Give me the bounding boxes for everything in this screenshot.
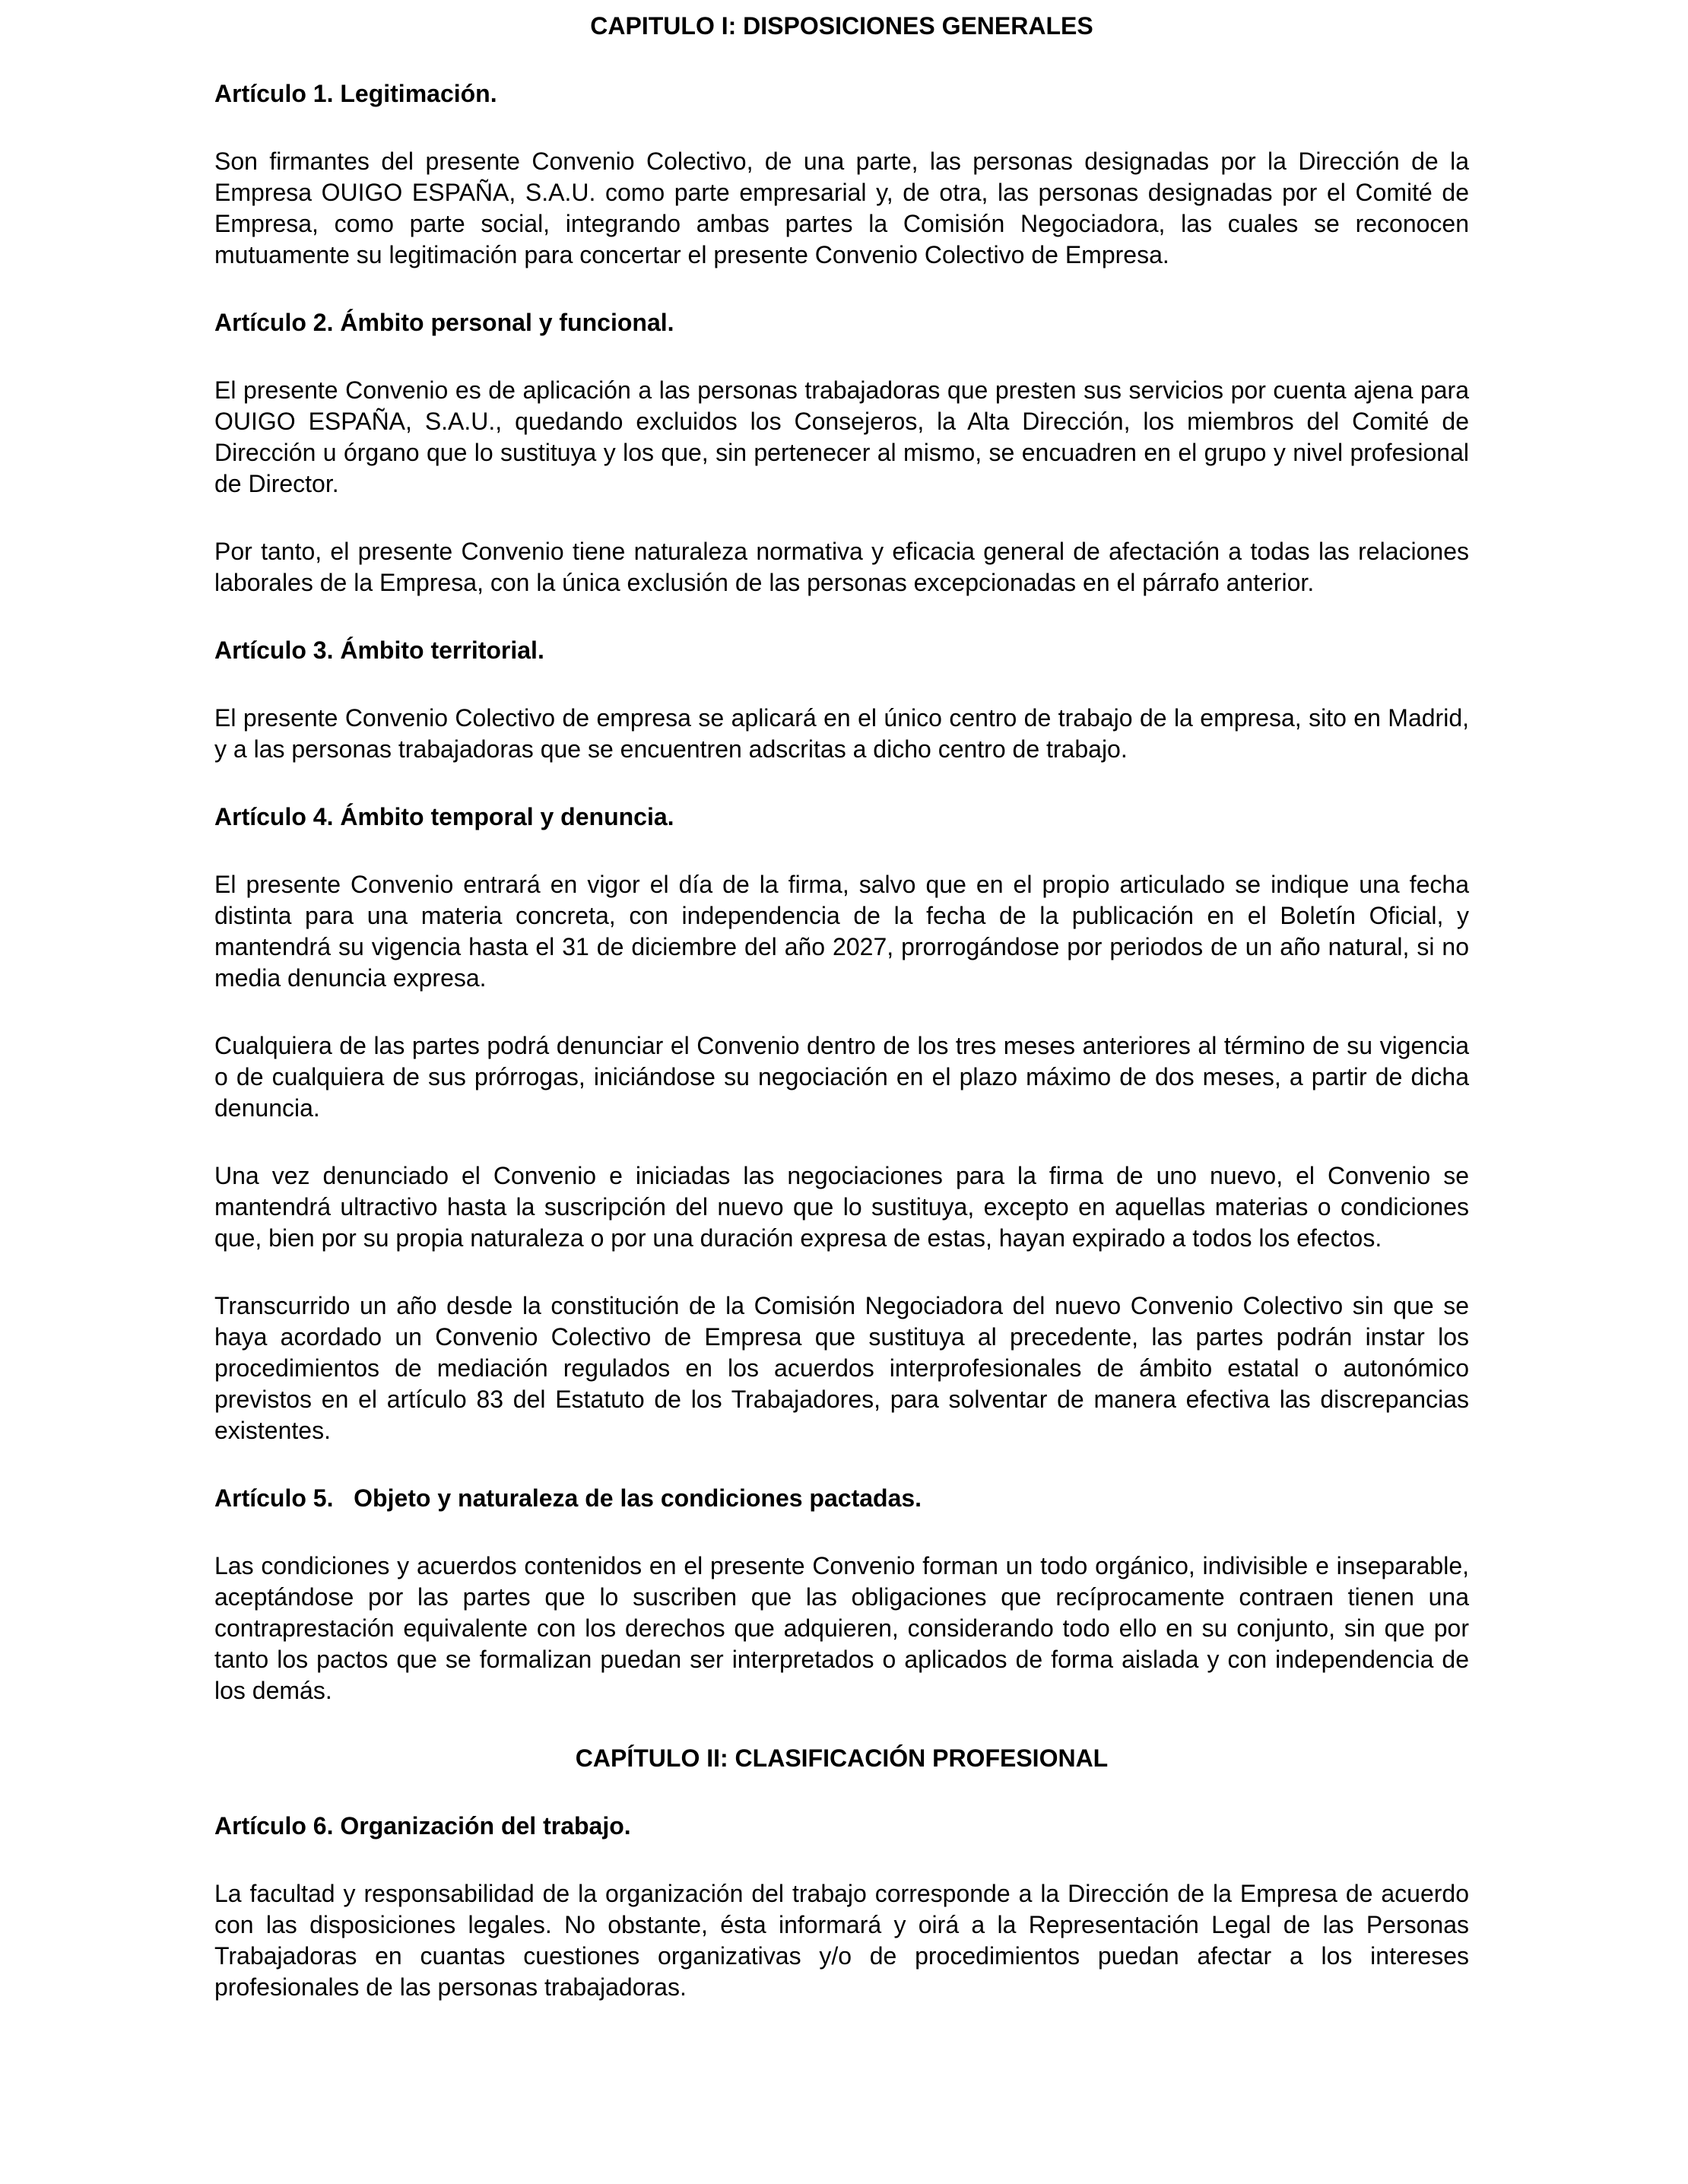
- article-1-paragraph: Son firmantes del presente Convenio Colectivo, de una parte, las personas designadas por la Dirección de la Empresa OUIGO ESPAÑA, S.A.U. como parte empresarial y, de otra, las personas designadas por el Comité de Empresa, como parte social, integrando ambas partes la Comisión Negociadora, las cuales se reconocen mutuamente su legitimación para concertar el presente Convenio Colectivo de Empresa.: [214, 148, 1469, 268]
- article-2-paragraph-2: Por tanto, el presente Convenio tiene naturaleza normativa y eficacia general de afectación a todas las relaciones laborales de la Empresa, con la única exclusión de las personas excepcionadas en el párrafo anterior.: [214, 538, 1469, 596]
- chapter-1-title: CAPITULO I: DISPOSICIONES GENERALES: [590, 12, 1093, 40]
- article-4-paragraph-1: El presente Convenio entrará en vigor el día de la firma, salvo que en el propio articulado se indique una fecha distinta para una materia concreta, con independencia de la fecha de la publicación en el Boletín Oficial, y mantendrá su vigencia hasta el 31 de diciembre del año 2027, prorrogándose por periodos de un año natural, si no media denuncia expresa.: [214, 871, 1469, 992]
- article-3-heading: Artículo 3. Ámbito territorial.: [214, 636, 544, 664]
- article-4-paragraph-4: Transcurrido un año desde la constitución de la Comisión Negociadora del nuevo Convenio Colectivo sin que se haya acordado un Convenio Colectivo de Empresa que sustituya al precedente, las partes podrán instar los procedimientos de mediación regulados en los acuerdos interprofesionales de ámbito estatal o autonómico previstos en el artículo 83 del Estatuto de los Trabajadores, para solventar de manera efectiva las discrepancias existentes.: [214, 1292, 1469, 1444]
- article-2-heading: Artículo 2. Ámbito personal y funcional.: [214, 309, 674, 336]
- chapter-2-title: CAPÍTULO II: CLASIFICACIÓN PROFESIONAL: [575, 1744, 1109, 1772]
- article-4-heading: Artículo 4. Ámbito temporal y denuncia.: [214, 803, 674, 830]
- article-1-heading: Artículo 1. Legitimación.: [214, 80, 497, 107]
- article-3-paragraph: El presente Convenio Colectivo de empresa se aplicará en el único centro de trabajo de la empresa, sito en Madrid, y a las personas trabajadoras que se encuentren adscritas a dicho centro de trabajo.: [214, 704, 1469, 763]
- article-5-heading: Artículo 5. Objeto y naturaleza de las condiciones pactadas.: [214, 1484, 922, 1512]
- article-5-paragraph: Las condiciones y acuerdos contenidos en el presente Convenio forman un todo orgánico, indivisible e inseparable, aceptándose por las partes que lo suscriben que las obligaciones que recíprocamente contraen tienen una contraprestación equivalente con los derechos que adquieren, considerando todo ello en su conjunto, sin que por tanto los pactos que se formalizan puedan ser interpretados o aplicados de forma aislada y con independencia de los demás.: [214, 1552, 1469, 1704]
- article-4-paragraph-3: Una vez denunciado el Convenio e iniciadas las negociaciones para la firma de uno nuevo, el Convenio se mantendrá ultractivo hasta la suscripción del nuevo que lo sustituya, excepto en aquellas materias o condiciones que, bien por su propia naturaleza o por una duración expresa de estas, hayan expirado a todos los efectos.: [214, 1162, 1469, 1252]
- article-6-paragraph: La facultad y responsabilidad de la organización del trabajo corresponde a la Dirección de la Empresa de acuerdo con las disposiciones legales. No obstante, ésta informará y oirá a la Representación Legal de las Personas Trabajadoras en cuantas cuestiones organizativas y/o de procedimientos puedan afectar a los intereses profesionales de las personas trabajadoras.: [214, 1880, 1469, 2001]
- article-4-paragraph-2: Cualquiera de las partes podrá denunciar el Convenio dentro de los tres meses anteriores al término de su vigencia o de cualquiera de sus prórrogas, iniciándose su negociación en el plazo máximo de dos meses, a partir de dicha denuncia.: [214, 1032, 1469, 1122]
- article-6-heading: Artículo 6. Organización del trabajo.: [214, 1812, 631, 1840]
- article-2-paragraph-1: El presente Convenio es de aplicación a las personas trabajadoras que presten sus servicios por cuenta ajena para OUIGO ESPAÑA, S.A.U., quedando excluidos los Consejeros, la Alta Dirección, los miembros del Comité de Dirección u órgano que lo sustituya y los que, sin pertenecer al mismo, se encuadren en el grupo y nivel profesional de Director.: [214, 376, 1469, 497]
